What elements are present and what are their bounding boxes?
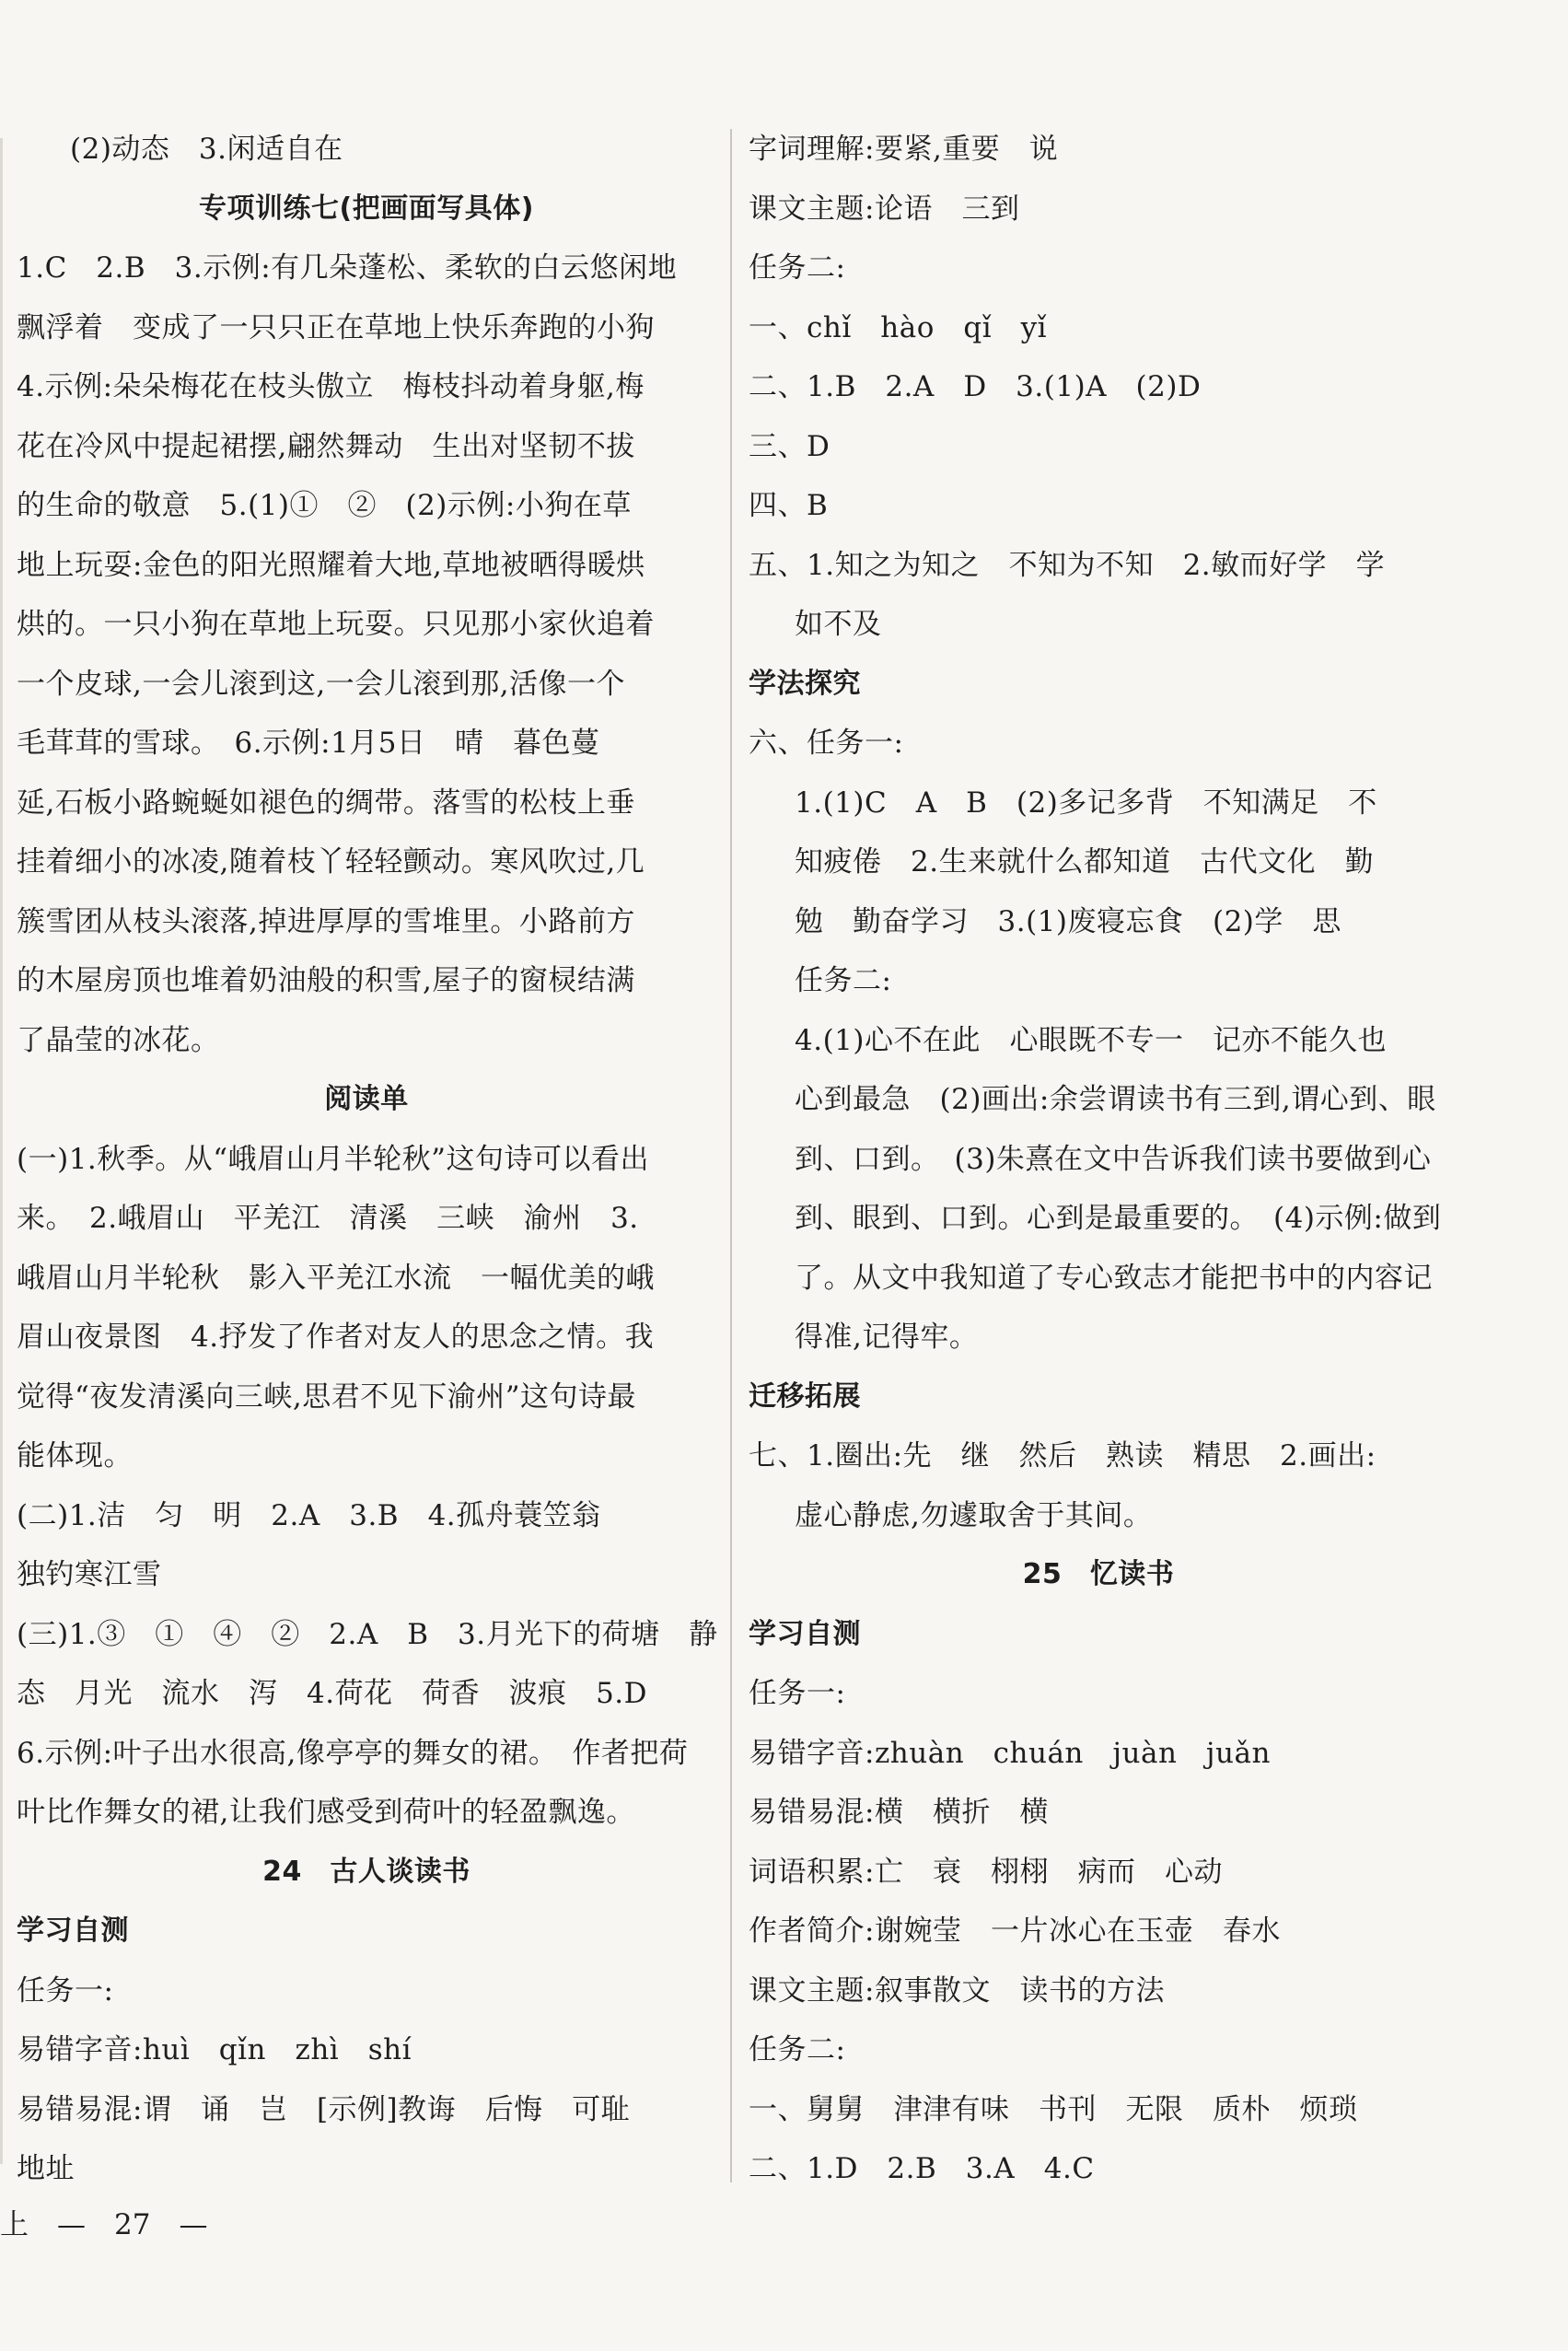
section-heading: 24 古人谈读书 [262, 1855, 470, 1888]
answer-line: 来。 2.峨眉山 平羌江 清溪 三峡 渝州 3. [17, 1202, 639, 1235]
answer-line: 到、口到。 (3)朱熹在文中告诉我们读书要做到心 [795, 1142, 1432, 1176]
answer-line: 七、1.圈出:先 继 然后 熟读 精思 2.画出: [749, 1439, 1376, 1472]
page-edge-shadow [0, 138, 3, 2164]
answer-line: 作者简介:谢婉莹 一片冰心在玉壶 春水 [749, 1915, 1281, 1948]
answer-line: 4.(1)心不在此 心眼既不专一 记亦不能久也 [795, 1023, 1387, 1057]
column-divider [730, 129, 732, 2182]
answer-line: 易错字音:huì qǐn zhì shí [17, 2033, 412, 2066]
answer-line: 地上玩耍:金色的阳光照耀着大地,草地被晒得暖烘 [17, 548, 645, 582]
answer-line: 到、眼到、口到。心到是最重要的。 (4)示例:做到 [795, 1202, 1442, 1235]
answer-line: 字词理解:要紧,重要 说 [749, 133, 1059, 166]
answer-line: 挂着细小的冰凌,随着枝丫轻轻颤动。寒风吹过,几 [17, 845, 645, 879]
answer-line: 易错易混:谓 诵 岂 [示例]教诲 后悔 可耻 [17, 2092, 631, 2126]
section-heading: 学习自测 [749, 1617, 861, 1650]
section-heading: 专项训练七(把画面写具体) [199, 192, 534, 225]
answer-line: (一)1.秋季。从“峨眉山月半轮秋”这句诗可以看出 [17, 1142, 649, 1176]
answer-line: 如不及 [795, 608, 882, 641]
answer-line: 地址 [17, 2152, 75, 2185]
section-heading: 25 忆读书 [1022, 1558, 1175, 1590]
answer-line: 延,石板小路蜿蜒如褪色的绸带。落雪的松枝上垂 [17, 786, 635, 820]
answer-line: 任务二: [749, 2033, 846, 2066]
answer-line: 虚心静虑,勿遽取舍于其间。 [795, 1498, 1153, 1532]
answer-line: 的生命的敬意 5.(1)① ② (2)示例:小狗在草 [17, 489, 632, 522]
answer-line: 课文主题:论语 三到 [749, 192, 1020, 226]
answer-line: 易错易混:横 横折 横 [749, 1796, 1049, 1829]
answer-line: 二、1.B 2.A D 3.(1)A (2)D [749, 370, 1202, 403]
answer-line: 了。从文中我知道了专心致志才能把书中的内容记 [795, 1261, 1433, 1295]
answer-line: 态 月光 流水 泻 4.荷花 荷香 波痕 5.D [17, 1677, 648, 1710]
answer-line: 课文主题:叙事散文 读书的方法 [749, 1973, 1165, 2008]
answer-line: (2)动态 3.闲适自在 [70, 133, 343, 166]
answer-line: 任务一: [17, 1973, 114, 2008]
answer-line: 烘的。一只小狗在草地上玩耍。只见那小家伙追着 [17, 608, 655, 641]
answer-line: 毛茸茸的雪球。 6.示例:1月5日 晴 暮色蔓 [17, 727, 600, 760]
answer-line: 三、D [749, 429, 830, 463]
answer-line: 花在冷风中提起裙摆,翩然舞动 生出对坚韧不拔 [17, 429, 635, 463]
answer-line: 了晶莹的冰花。 [17, 1023, 220, 1057]
page-number: 上 — 27 — [0, 2208, 208, 2241]
answer-line: 4.示例:朵朵梅花在枝头傲立 梅枝抖动着身躯,梅 [17, 370, 645, 403]
answer-line: 得准,记得牢。 [795, 1321, 979, 1354]
answer-line: 任务二: [795, 964, 892, 997]
answer-line: 二、1.D 2.B 3.A 4.C [749, 2152, 1095, 2185]
answer-line: 6.示例:叶子出水很高,像亭亭的舞女的裙。 作者把荷 [17, 1736, 689, 1770]
answer-line: 一个皮球,一会儿滚到这,一会儿滚到那,活像一个 [17, 667, 626, 701]
answer-line: 六、任务一: [749, 727, 904, 760]
answer-line: 四、B [749, 489, 829, 522]
answer-line: 的木屋房顶也堆着奶油般的积雪,屋子的窗棂结满 [17, 964, 635, 997]
section-heading: 学习自测 [17, 1915, 129, 1947]
answer-line: 任务一: [749, 1677, 846, 1710]
answer-line: 能体现。 [17, 1439, 133, 1472]
section-heading: 学法探究 [749, 667, 861, 700]
answer-line: 独钓寒江雪 [17, 1558, 162, 1591]
answer-line: 一、舅舅 津津有味 书刊 无限 质朴 烦琐 [749, 2092, 1358, 2126]
section-heading: 阅读单 [324, 1083, 409, 1115]
answer-line: 勉 勤奋学习 3.(1)废寝忘食 (2)学 思 [795, 904, 1342, 938]
answer-line: 五、1.知之为知之 不知为不知 2.敏而好学 学 [749, 548, 1386, 582]
answer-line: 易错字音:zhuàn chuán juàn juǎn [749, 1736, 1271, 1770]
answer-line: (三)1.③ ① ④ ② 2.A B 3.月光下的荷塘 静 [17, 1617, 718, 1651]
answer-line: 叶比作舞女的裙,让我们感受到荷叶的轻盈飘逸。 [17, 1796, 635, 1829]
answer-line: 1.C 2.B 3.示例:有几朵蓬松、柔软的白云悠闲地 [17, 251, 678, 285]
answer-line: 任务二: [749, 251, 846, 285]
answer-line: 觉得“夜发清溪向三峡,思君不见下渝州”这句诗最 [17, 1379, 637, 1414]
answer-line: (二)1.洁 匀 明 2.A 3.B 4.孤舟蓑笠翁 [17, 1498, 601, 1532]
answer-line: 一、chǐ hào qǐ yǐ [749, 310, 1048, 344]
answer-line: 眉山夜景图 4.抒发了作者对友人的思念之情。我 [17, 1321, 655, 1354]
right-column [749, 120, 1448, 2199]
section-heading: 迁移拓展 [749, 1379, 861, 1413]
answer-line: 簇雪团从枝头滚落,掉进厚厚的雪堆里。小路前方 [17, 904, 635, 938]
answer-line: 知疲倦 2.生来就什么都知道 古代文化 勤 [795, 845, 1375, 879]
left-column [17, 120, 716, 2199]
answer-line: 峨眉山月半轮秋 影入平羌江水流 一幅优美的峨 [17, 1261, 655, 1295]
answer-line: 1.(1)C A B (2)多记多背 不知满足 不 [795, 786, 1377, 820]
answer-line: 词语积累:亡 衰 栩栩 病而 心动 [749, 1855, 1223, 1889]
answer-line: 心到最急 (2)画出:余尝谓读书有三到,谓心到、眼 [795, 1083, 1436, 1116]
answer-line: 飘浮着 变成了一只只正在草地上快乐奔跑的小狗 [17, 310, 655, 344]
